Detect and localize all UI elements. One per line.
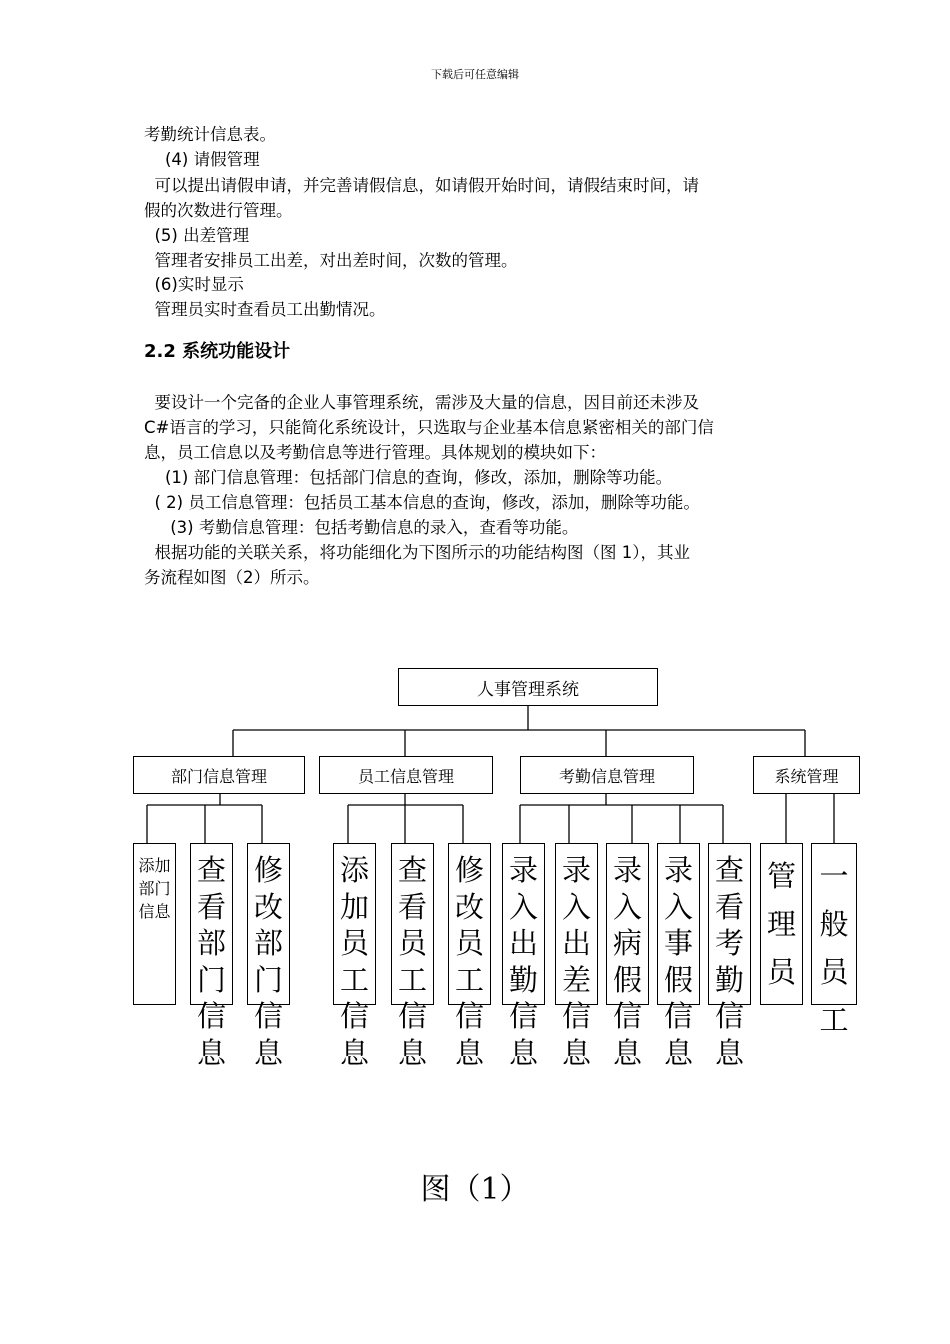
page-header: 下载后可任意编辑 — [431, 68, 519, 81]
leaf-node: 录入出勤信息 — [502, 843, 545, 1005]
body-line: (1) 部门信息管理：包括部门信息的查询，修改，添加，删除等功能。 — [144, 468, 673, 487]
body-line: 管理者安排员工出差，对出差时间，次数的管理。 — [144, 251, 518, 270]
module-node-system: 系统管理 — [753, 756, 860, 794]
figure-caption: 图（1） — [420, 1172, 530, 1207]
body-line: C#语言的学习，只能简化系统设计，只选取与企业基本信息紧密相关的部门信 — [144, 418, 714, 437]
body-line: 务流程如图（2）所示。 — [144, 568, 320, 587]
body-line: 息，员工信息以及考勤信息等进行管理。具体规划的模块如下： — [144, 443, 606, 462]
diagram-root-node: 人事管理系统 — [398, 668, 658, 706]
body-line: ( 2) 员工信息管理：包括员工基本信息的查询，修改，添加，删除等功能。 — [144, 493, 700, 512]
leaf-node: 查看考勤信息 — [708, 843, 751, 1005]
module-node-department: 部门信息管理 — [133, 756, 305, 794]
body-line: (5) 出差管理 — [144, 226, 250, 245]
leaf-node: 添加员工信息 — [333, 843, 376, 1005]
leaf-node: 修改部门信息 — [247, 843, 290, 1005]
body-line: (3) 考勤信息管理：包括考勤信息的录入，查看等功能。 — [144, 518, 579, 537]
leaf-node: 录入事假信息 — [657, 843, 700, 1005]
leaf-node: 添加部门信息 — [133, 843, 176, 1005]
body-line: 要设计一个完备的企业人事管理系统，需涉及大量的信息，因目前还未涉及 — [144, 393, 699, 412]
leaf-node: 录入病假信息 — [606, 843, 649, 1005]
leaf-node: 录入出差信息 — [555, 843, 598, 1005]
leaf-node: 修改员工信息 — [448, 843, 491, 1005]
leaf-node: 查看部门信息 — [190, 843, 233, 1005]
body-line: 考勤统计信息表。 — [144, 125, 276, 144]
leaf-node: 查看员工信息 — [391, 843, 434, 1005]
body-line: 管理员实时查看员工出勤情况。 — [144, 300, 386, 319]
body-line: (6)实时显示 — [144, 275, 244, 294]
body-line: 根据功能的关联关系，将功能细化为下图所示的功能结构图（图 1），其业 — [144, 543, 690, 562]
body-line: (4) 请假管理 — [144, 150, 260, 169]
leaf-node: 管理员 — [760, 843, 803, 1005]
leaf-node: 一般员工 — [811, 843, 857, 1005]
section-heading: 2.2 系统功能设计 — [144, 341, 291, 362]
module-node-employee: 员工信息管理 — [319, 756, 493, 794]
module-node-attendance: 考勤信息管理 — [520, 756, 694, 794]
body-line: 假的次数进行管理。 — [144, 201, 293, 220]
body-line: 可以提出请假申请，并完善请假信息，如请假开始时间，请假结束时间，请 — [144, 176, 699, 195]
